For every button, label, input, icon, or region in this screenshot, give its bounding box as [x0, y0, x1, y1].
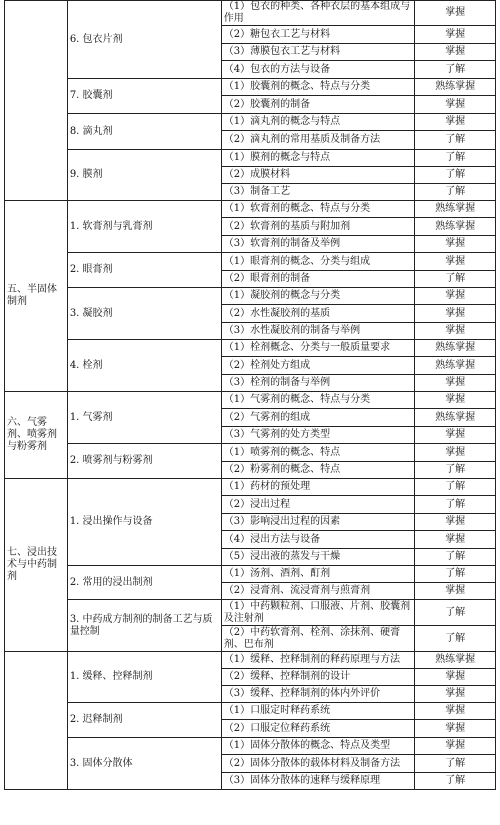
point-cell: （1）中药颗粒剂、口服液、片剂、胶囊剂及注射剂 [221, 600, 415, 626]
point-cell: （1）胶囊剂的概念、特点与分类 [221, 79, 415, 96]
table-row [5, 340, 496, 357]
point-cell: （3）栓剂的制备与举例 [221, 375, 415, 392]
table-row [5, 738, 496, 755]
point-cell: （1）滴丸剂的概念与特点 [221, 114, 415, 131]
syllabus-table-body [5, 1, 496, 790]
syllabus-document [4, 0, 496, 790]
topic-cell: 2. 眼膏剂 [67, 253, 221, 288]
table-row [5, 1, 496, 26]
unit-cell: 五、半固体制剂 [5, 201, 68, 392]
level-cell: 了解 [415, 496, 496, 514]
level-cell: 了解 [415, 271, 496, 288]
topic-cell: 2. 常用的浸出制剂 [67, 566, 221, 600]
topic-cell: 7. 胶囊剂 [67, 79, 221, 114]
topic-cell: 1. 缓释、控释制剂 [67, 652, 221, 703]
point-cell: （1）口服定时释药系统 [221, 703, 415, 720]
point-cell: （2）滴丸剂的常用基质及制备方法 [221, 131, 415, 150]
level-cell: 掌握 [415, 703, 496, 720]
level-cell: 掌握 [415, 288, 496, 305]
table-row [5, 114, 496, 131]
level-cell: 掌握 [415, 531, 496, 549]
point-cell: （1）缓释、控释制剂的释药原理与方法 [221, 652, 415, 669]
table-row [5, 703, 496, 720]
topic-cell: 8. 滴丸剂 [67, 114, 221, 150]
level-cell: 熟练掌握 [415, 409, 496, 427]
level-cell: 了解 [415, 600, 496, 626]
point-cell: （1）固体分散体的概念、特点及类型 [221, 738, 415, 755]
point-cell: （1）凝胶剂的概念与分类 [221, 288, 415, 305]
level-cell: 了解 [415, 626, 496, 652]
point-cell: （3）气雾剂的处方类型 [221, 427, 415, 444]
level-cell: 掌握 [415, 305, 496, 323]
point-cell: （1）药材的预处理 [221, 479, 415, 496]
level-cell: 熟练掌握 [415, 79, 496, 96]
point-cell: （4）包衣的方法与设备 [221, 61, 415, 79]
point-cell: （1）膜剂的概念与特点 [221, 150, 415, 167]
table-row [5, 201, 496, 218]
level-cell: 了解 [415, 61, 496, 79]
topic-cell: 1. 浸出操作与设备 [67, 479, 221, 566]
level-cell: 熟练掌握 [415, 218, 496, 236]
point-cell: （1）喷雾剂的概念、特点 [221, 444, 415, 462]
unit-cell: 六、气雾剂、喷雾剂与粉雾剂 [5, 392, 68, 479]
level-cell: 了解 [415, 167, 496, 184]
point-cell: （2）栓剂处方组成 [221, 357, 415, 375]
level-cell: 了解 [415, 755, 496, 773]
topic-cell: 3. 固体分散体 [67, 738, 221, 790]
point-cell: （2）中药软膏剂、栓剂、涂抹剂、硬膏剂、巴布剂 [221, 626, 415, 652]
level-cell: 掌握 [415, 392, 496, 409]
level-cell: 掌握 [415, 96, 496, 114]
table-row [5, 79, 496, 96]
level-cell: 了解 [415, 773, 496, 790]
level-cell: 熟练掌握 [415, 340, 496, 357]
point-cell: （2）固体分散体的载体材料及制备方法 [221, 755, 415, 773]
level-cell: 掌握 [415, 253, 496, 271]
point-cell: （3）固体分散体的速释与缓释原理 [221, 773, 415, 790]
topic-cell: 4. 栓剂 [67, 340, 221, 392]
point-cell: （2）糖包衣工艺与材料 [221, 26, 415, 44]
point-cell: （2）眼膏剂的制备 [221, 271, 415, 288]
level-cell: 掌握 [415, 738, 496, 755]
topic-cell: 1. 气雾剂 [67, 392, 221, 444]
level-cell: 了解 [415, 479, 496, 496]
point-cell: （2）缓释、控释制剂的设计 [221, 669, 415, 686]
point-cell: （2）粉雾剂的概念、特点 [221, 462, 415, 479]
topic-cell: 3. 中药成方制剂的制备工艺与质量控制 [67, 600, 221, 652]
level-cell: 掌握 [415, 686, 496, 703]
level-cell: 掌握 [415, 427, 496, 444]
level-cell: 掌握 [415, 669, 496, 686]
table-row [5, 479, 496, 496]
level-cell: 掌握 [415, 375, 496, 392]
topic-cell: 9. 膜剂 [67, 150, 221, 201]
point-cell: （2）浸膏剂、流浸膏剂与煎膏剂 [221, 583, 415, 600]
topic-cell: 2. 喷雾剂与粉雾剂 [67, 444, 221, 479]
table-row [5, 444, 496, 462]
topic-cell: 2. 迟释制剂 [67, 703, 221, 738]
level-cell: 掌握 [415, 26, 496, 44]
point-cell: （1）气雾剂的概念、特点与分类 [221, 392, 415, 409]
level-cell: 掌握 [415, 1, 496, 26]
level-cell: 了解 [415, 549, 496, 566]
level-cell: 掌握 [415, 323, 496, 340]
level-cell: 掌握 [415, 44, 496, 61]
point-cell: （1）栓剂概念、分类与一般质量要求 [221, 340, 415, 357]
syllabus-table [4, 0, 496, 790]
point-cell: （1）包衣的种类、各种衣层的基本组成与作用 [221, 1, 415, 26]
point-cell: （3）缓释、控释制剂的体内外评价 [221, 686, 415, 703]
point-cell: （2）水性凝胶剂的基质 [221, 305, 415, 323]
level-cell: 了解 [415, 462, 496, 479]
level-cell: 熟练掌握 [415, 201, 496, 218]
level-cell: 掌握 [415, 583, 496, 600]
topic-cell: 6. 包衣片剂 [67, 1, 221, 79]
point-cell: （3）影响浸出过程的因素 [221, 514, 415, 531]
level-cell: 了解 [415, 150, 496, 167]
point-cell: （4）浸出方法与设备 [221, 531, 415, 549]
point-cell: （1）汤剂、酒剂、酊剂 [221, 566, 415, 583]
table-row [5, 566, 496, 583]
topic-cell: 3. 凝胶剂 [67, 288, 221, 340]
unit-cell [5, 652, 68, 790]
point-cell: （2）浸出过程 [221, 496, 415, 514]
level-cell: 了解 [415, 566, 496, 583]
table-row [5, 253, 496, 271]
table-row [5, 392, 496, 409]
point-cell: （5）浸出液的蒸发与干燥 [221, 549, 415, 566]
point-cell: （3）制备工艺 [221, 184, 415, 201]
table-row [5, 600, 496, 626]
point-cell: （2）成膜材料 [221, 167, 415, 184]
table-row [5, 288, 496, 305]
point-cell: （2）软膏剂的基质与附加剂 [221, 218, 415, 236]
table-row [5, 150, 496, 167]
point-cell: （2）口服定位释药系统 [221, 720, 415, 738]
topic-cell: 1. 软膏剂与乳膏剂 [67, 201, 221, 253]
level-cell: 了解 [415, 184, 496, 201]
point-cell: （2）气雾剂的组成 [221, 409, 415, 427]
level-cell: 掌握 [415, 444, 496, 462]
level-cell: 掌握 [415, 236, 496, 253]
point-cell: （2）胶囊剂的制备 [221, 96, 415, 114]
point-cell: （1）眼膏剂的概念、分类与组成 [221, 253, 415, 271]
level-cell: 掌握 [415, 720, 496, 738]
point-cell: （3）软膏剂的制备及举例 [221, 236, 415, 253]
level-cell: 熟练掌握 [415, 652, 496, 669]
unit-cell: 七、浸出技术与中药制剂 [5, 479, 68, 652]
point-cell: （3）水性凝胶剂的制备与举例 [221, 323, 415, 340]
level-cell: 掌握 [415, 514, 496, 531]
point-cell: （3）薄膜包衣工艺与材料 [221, 44, 415, 61]
level-cell: 了解 [415, 131, 496, 150]
unit-cell [5, 1, 68, 201]
level-cell: 熟练掌握 [415, 357, 496, 375]
table-row [5, 652, 496, 669]
point-cell: （1）软膏剂的概念、特点与分类 [221, 201, 415, 218]
level-cell: 掌握 [415, 114, 496, 131]
